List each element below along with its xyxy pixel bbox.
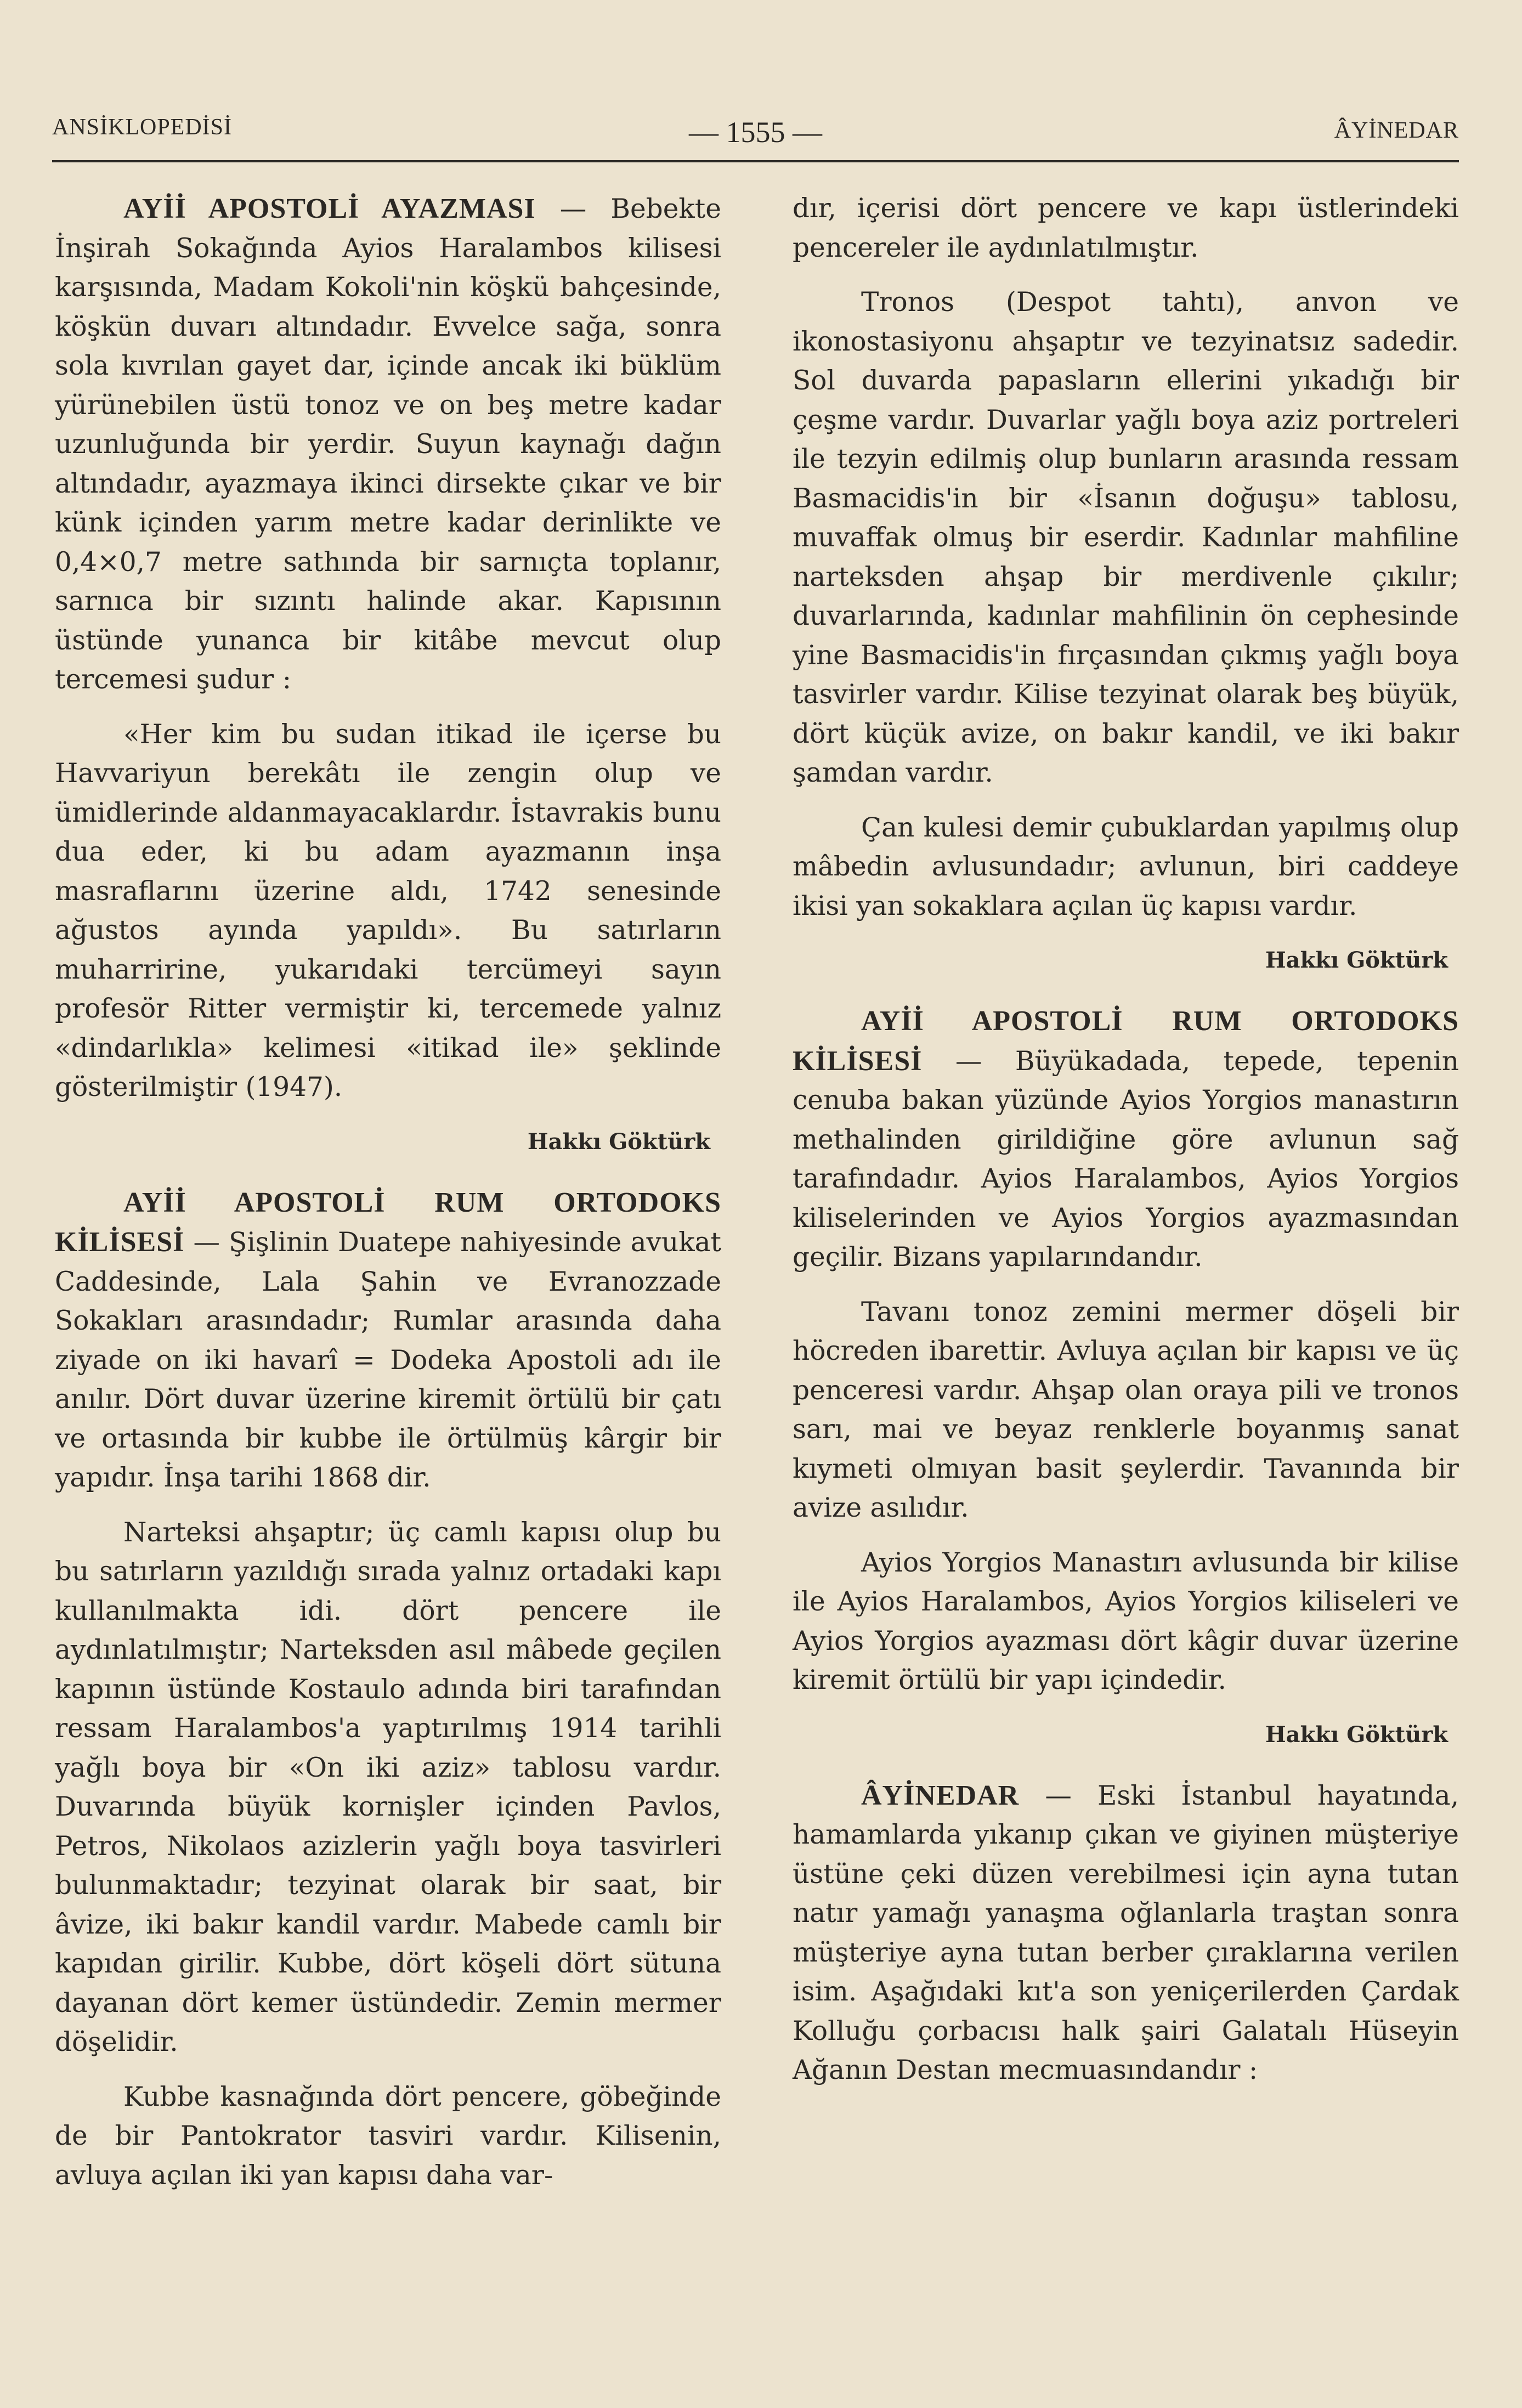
left-column bbox=[55, 189, 721, 2211]
author-signature: Hakkı Göktürk bbox=[1265, 1721, 1448, 1748]
paragraph: Çan kulesi demir çubuklardan yapılmış olup mâbedin avlusundadır; avlunun, biri caddeye ikisi yan sokaklara açılan üç kapısı vardır. bbox=[793, 812, 1459, 922]
entry-heading: AYİİ APOSTOLİ RUM ORTODOKS KİLİSESİ bbox=[793, 1005, 1459, 1077]
paragraph: Kubbe kasnağında dört pencere, göbeğinde de bir Pantokrator tasviri vardır. Kilisenin, avluya açılan iki yan kapısı daha var- bbox=[55, 2081, 721, 2191]
paragraph: Tavanı tonoz zemini mermer döşeli bir höcreden ibarettir. Avluya açılan bir kapısı ve üç penceresi vardır. Ahşap olan oraya pili ve tronos sarı, mai ve beyaz renklerle boyanmış sanat kıymeti olmıyan basit şeylerdir. Tavanında bir avize asılıdır. bbox=[793, 1296, 1459, 1523]
paragraph: Narteksi ahşaptır; üç camlı kapısı olup bu bu satırların yazıldığı sırada yalnız ortadaki kapı kullanılmakta idi. dört pencere ile aydınlatılmıştır; Narteksden asıl mâbede geçilen kapının üstünde Kostaulo adında biri tarafından ressam Haralambos'a yaptırılmış 1914 tarihli yağlı boya bir «On iki aziz» tablosu vardır. Duvarında büyük kornişler içinden Pavlos, Petros, Nikolaos azizlerin yağlı boya tasvirleri bulunmaktadır; tezyinat olarak bir saat, bir âvize, iki bakır kandil vardır. Mabede camlı bir kapıdan girilir. Kubbe, dört köşeli dört sütuna dayanan dört kemer üstündedir. Zemin mermer döşelidir. bbox=[55, 1517, 721, 2057]
paragraph: Ayios Yorgios Manastırı avlusunda bir kilise ile Ayios Haralambos, Ayios Yorgios kiliseleri ve Ayios Yorgios ayazması dört kâgir duvar üzerine kiremit örtülü bir yapı içindedir. bbox=[793, 1547, 1459, 1695]
entry-text: — Eski İstanbul hayatında, hamamlarda yıkanıp çıkan ve giyinen müşteriye üstüne çeki düzen verebilmesi için ayna tutan natır yamağı yanaşma oğlanlarla traştan sonra müşteriye ayna tutan berber çıraklarına verilen isim. Aşağıdaki kıt'a son yeniçerilerden Çardak Kolluğu çorbacısı halk şairi Galatalı Hüseyin Ağanın Destan mecmuasındandır : bbox=[793, 1780, 1459, 2085]
paragraph: Tronos (Despot tahtı), anvon ve ikonostasiyonu ahşaptır ve tezyinatsız sadedir. Sol duvarda papasların ellerini yıkadığı bir çeşme vardır. Duvarlar yağlı boya aziz portreleri ile tezyin edilmiş olup bunların arasında ressam Basmacidis'in bir «İsanın doğuşu» tablosu, muvaffak olmuş bir eserdir. Kadınlar mahfiline narteksden ahşap bir merdivenle çıkılır; duvarlarında, kadınlar mahfilinin ön cephesinde yine Basmacidis'in fırçasından çıkmış yağlı boya tasvirler vardır. Kilise tezyinat olarak beş büyük, dört küçük avize, on bakır kandil, ve iki bakır şamdan vardır. bbox=[793, 287, 1459, 788]
entry-text: — Bebekte İnşirah Sokağında Ayios Haralambos kilisesi karşısında, Madam Kokoli'nin köşkü bahçesinde, köşkün duvarı altındadır. Evvelce sağa, sonra sola kıvrılan gayet dar, içinde ancak iki büklüm yürünebilen üstü tonoz ve on beş metre kadar uzunluğunda bir yerdir. Suyun kaynağı dağın altındadır, ayazmaya ikinci dirsekte çıkar ve bir künk içinden yarım metre kadar derinlikte ve 0,4×0,7 metre sathında bir sarnıçta toplanır, sarnıca bir sızıntı halinde akar. Kapısının üstünde yunanca bir kitâbe mevcut olup tercemesi şudur : bbox=[55, 194, 721, 695]
page-header bbox=[52, 110, 1459, 159]
entry-sisli-church bbox=[55, 1183, 721, 1498]
author-signature: Hakkı Göktürk bbox=[527, 1128, 710, 1155]
entry-text: — Şişlinin Duatepe nahiyesinde avukat Caddesinde, Lala Şahin ve Evranozzade Sokakları arasındadır; Rumlar arasında daha ziyade on iki havarî = Dodeka Apostoli adı ile anılır. Dört duvar üzerine kiremit örtülü bir çatı ve ortasında bir kubbe ile örtülmüş kârgir bir yapıdır. İnşa tarihi 1868 dir. bbox=[55, 1227, 721, 1493]
entry-text: — Büyükadada, tepede, tepenin cenuba bakan yüzünde Ayios Yorgios manastırın methalinden girildiğine göre avlunun sağ tarafındadır. Ayios Haralambos, Ayios Yorgios kiliselerinden ve Ayios Yorgios ayazmasından geçilir. Bizans yapılarındandır. bbox=[793, 1045, 1459, 1273]
entry-heading: ÂYİNEDAR bbox=[861, 1779, 1020, 1811]
paragraph: dır, içerisi dört pencere ve kapı üstlerindeki pencereler ile aydınlatılmıştır. bbox=[793, 193, 1459, 263]
author-signature: Hakkı Göktürk bbox=[1265, 947, 1448, 973]
inscription-quote: «Her kim bu sudan itikad ile içerse bu Havvariyun berekâtı ile zengin olup ve ümidlerinde aldanmayacaklardır. İstavrakis bunu dua eder, ki bu adam ayazmanın inşa masraflarını üzerine aldı, 1742 senesinde ağustos ayında yapıldı». Bu satırların muharririne, yukarıdaki tercümeyi sayın profesör Ritter vermiştir ki, tercemede yalnız «dindarlıkla» kelimesi «itikad ile» şeklinde gösterilmiştir (1947). bbox=[55, 719, 721, 1103]
entry-heading: AYİİ APOSTOLİ AYAZMASI bbox=[123, 193, 536, 224]
page-number: — 1555 — bbox=[689, 116, 822, 149]
header-rule bbox=[52, 160, 1459, 162]
entry-ayinedar bbox=[793, 1776, 1459, 2090]
entry-buyukada-church bbox=[793, 1002, 1459, 1278]
entry-heading: AYİİ APOSTOLİ RUM ORTODOKS KİLİSESİ bbox=[55, 1186, 721, 1258]
running-head-left: ANSİKLOPEDİSİ bbox=[52, 115, 232, 140]
right-column bbox=[793, 189, 1459, 2106]
entry-ayazma bbox=[55, 189, 721, 700]
running-head-right: ÂYİNEDAR bbox=[1334, 118, 1459, 143]
